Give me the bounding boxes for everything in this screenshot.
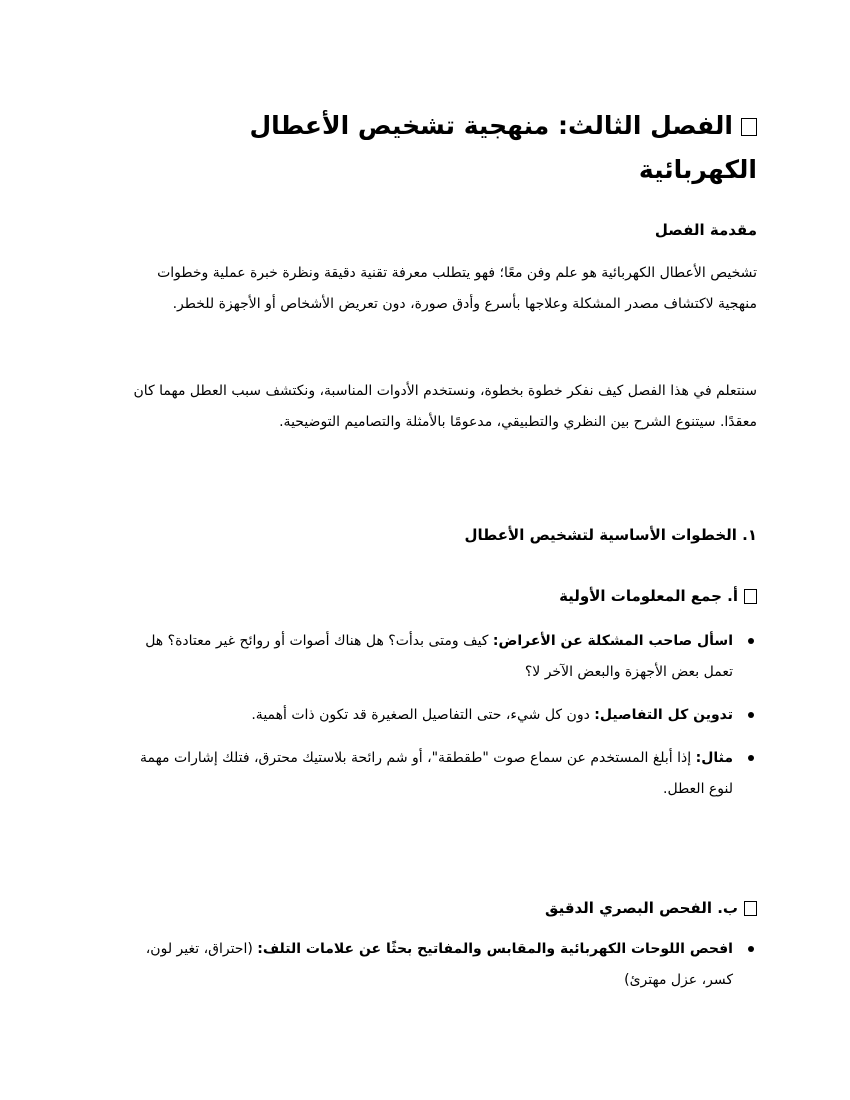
subsection-b-heading-row — [125, 896, 757, 920]
bullet-icon — [748, 712, 754, 718]
list-item-text: كيف ومتى بدأت؟ هل هناك أصوات أو روائح غير معتادة؟ هل تعمل بعض الأجهزة والبعض الآخر لا؟ — [145, 633, 733, 680]
steps-section-heading: ١. الخطوات الأساسية لتشخيص الأعطال — [464, 526, 757, 544]
list-item-text: (احتراق، تغير لون، كسر، عزل مهترئ) — [145, 941, 733, 988]
checkbox-glyph-icon — [744, 901, 757, 916]
list-item-label: اسأل صاحب المشكلة عن الأعراض: — [492, 633, 733, 649]
subsection-a-heading: أ. جمع المعلومات الأولية — [559, 587, 738, 605]
list-item-text: دون كل شيء، حتى التفاصيل الصغيرة قد تكون ذات أهمية. — [251, 707, 595, 723]
subsection-b-list — [125, 934, 757, 1008]
bullet-icon — [748, 946, 754, 952]
intro-heading: مقدمة الفصل — [654, 221, 757, 239]
checkbox-glyph-icon — [741, 118, 757, 136]
list-item-label: افحص اللوحات الكهربائية والمقابس والمفاتيح بحثًا عن علامات التلف: — [257, 941, 733, 957]
subsection-a-heading-row — [125, 584, 757, 608]
list-item-label: مثال: — [695, 750, 733, 766]
subsection-b-heading: ب. الفحص البصري الدقيق — [545, 899, 738, 917]
bullet-icon — [748, 638, 754, 644]
intro-paragraph-2: سنتعلم في هذا الفصل كيف نفكر خطوة بخطوة، ونستخدم الأدوات المناسبة، ونكتشف سبب العطل مهما كان معقدًا. سيتنوع الشرح بين النظري والتطبيقي، مدعومًا بالأمثلة والتصاميم التوضيحية. — [133, 383, 757, 430]
bullet-icon — [748, 755, 754, 761]
list-item — [125, 700, 757, 731]
chapter-title: الفصل الثالث: منهجية تشخيص الأعطال الكهربائية — [249, 111, 757, 184]
list-item-text: إذا أبلغ المستخدم عن سماع صوت "طقطقة"، أو شم رائحة بلاستيك محترق، فتلك إشارات مهمة لنوع العطل. — [140, 750, 733, 797]
chapter-title-row — [125, 104, 757, 192]
list-item — [125, 626, 757, 688]
subsection-a-list — [125, 626, 757, 817]
intro-paragraph-1: تشخيص الأعطال الكهربائية هو علم وفن معًا؛ فهو يتطلب معرفة تقنية دقيقة ونظرة خبرة عملية وخطوات منهجية لاكتشاف مصدر المشكلة وعلاجها بأسرع وأدق صورة، دون تعريض الأشخاص أو الأجهزة للخطر. — [157, 265, 757, 312]
list-item — [125, 743, 757, 805]
list-item-label: تدوين كل التفاصيل: — [594, 707, 733, 723]
checkbox-glyph-icon — [744, 589, 757, 604]
list-item — [125, 934, 757, 996]
